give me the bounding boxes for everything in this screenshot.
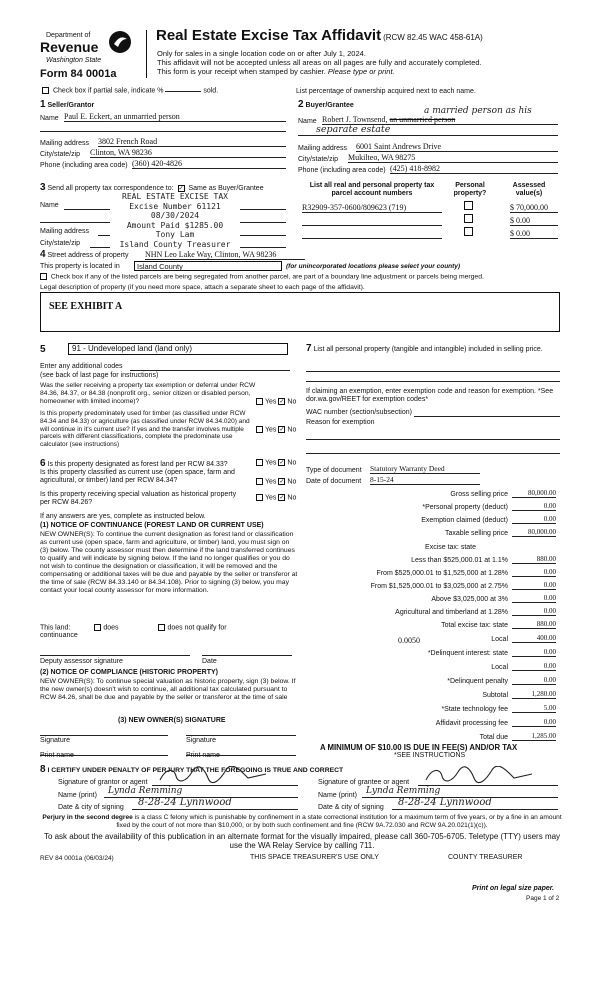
exemption-yesno: [254, 398, 296, 407]
reason-field[interactable]: [306, 432, 560, 440]
does-checkbox[interactable]: [94, 624, 101, 631]
page-title: [156, 27, 483, 45]
note3-italic: Please type or print.: [327, 67, 395, 76]
owner-print-label-2: Print name: [186, 752, 220, 759]
tax-value[interactable]: 0.00: [512, 648, 556, 657]
treasurer-stamp: [110, 192, 240, 250]
personal-property-heading: [306, 343, 562, 355]
seller-mailing-label: Mailing address: [40, 140, 90, 147]
tax-label: From $1,525,000.01 to $3,025,000 at 2.75%: [370, 583, 508, 590]
tax-value[interactable]: 880.00: [512, 620, 556, 629]
personal-property-text: List all personal property (tangible and intangible) included in selling price.: [313, 346, 543, 353]
section-5-num: 5: [40, 344, 46, 355]
seller-name[interactable]: Paul E. Eckert, an unmarried person: [64, 112, 286, 122]
grantee-date-label: Date & city of signing: [318, 804, 384, 811]
tax-label: Subtotal: [482, 692, 508, 699]
exemption-question: Was the seller receiving a property tax exemption or deferral under RCW 84.36, 84.37, or 84.38 (nonprofit org., senior citizen or disabled person, homeowner with limited income)?: [40, 382, 256, 406]
grantee-date-city[interactable]: 8-28-24 Lynnwood: [392, 797, 558, 810]
grantor-signature-scribble: [156, 766, 276, 784]
rev-number: REV 84 0001a (06/03/24): [40, 855, 114, 862]
minimum-notice: A MINIMUM OF $10.00 IS DUE IN FEE(S) AND/OR TAX: [320, 743, 518, 752]
land-use-select[interactable]: 91 - Undeveloped land (land only): [68, 343, 288, 355]
deputy-date-label: Date: [202, 658, 217, 665]
correspondence-label: Send all property tax correspondence to:: [47, 185, 174, 192]
additional-codes-label: Enter any additional codes: [40, 363, 123, 370]
no-checkbox[interactable]: [278, 398, 285, 405]
seller-phone-label: Phone (including area code): [40, 162, 128, 169]
continuance-heading: (1) NOTICE OF CONTINUANCE (FOREST LAND OR CURRENT USE): [40, 522, 264, 529]
buyer-heading: [298, 99, 354, 111]
section-7-num: 7: [306, 343, 312, 354]
title-text: Real Estate Excise Tax Affidavit: [156, 27, 382, 44]
yes-checkbox[interactable]: [256, 426, 263, 433]
tax-label: Exemption claimed (deduct): [421, 517, 508, 524]
tax-value[interactable]: 0.00: [512, 502, 556, 511]
wac-label: WAC number (section/subsection): [306, 409, 412, 416]
forest-yesno: [254, 459, 296, 468]
historic-question: Is this property receiving special valuation as historical property per RCW 84.26?: [40, 491, 237, 507]
perjury-bold: Perjury in the second degree: [42, 814, 133, 821]
compliance-heading: (2) NOTICE OF COMPLIANCE (HISTORIC PROPERTY): [40, 669, 218, 676]
stamp-line: Tony Lam: [155, 230, 195, 240]
new-owner-heading: (3) NEW OWNER(S) SIGNATURE: [118, 717, 226, 724]
forest-text: Is this property designated as forest land per RCW 84.33?: [47, 461, 228, 468]
yes-checkbox[interactable]: [256, 494, 263, 501]
grantee-name[interactable]: Lynda Remming: [362, 786, 558, 798]
buyer-mailing-label: Mailing address: [298, 145, 348, 152]
grantor-signature[interactable]: [152, 772, 298, 786]
county-select[interactable]: Island County: [134, 261, 282, 271]
does-not-label: does not qualify for: [167, 624, 227, 632]
tax-label: Less than $525,000.01 at 1.1%: [411, 557, 508, 564]
tax-value[interactable]: 0.00: [512, 515, 556, 524]
does-label: does: [103, 624, 119, 632]
historic-yesno: [254, 494, 296, 503]
see-back-label: (see back of last page for instructions): [40, 372, 159, 379]
buyer-name-label: Name: [298, 118, 317, 125]
assessed-value[interactable]: $ 0.00: [510, 216, 558, 226]
owner-signature-label: Signature: [40, 737, 70, 744]
dept-line1: Department of: [46, 32, 91, 39]
tax-label: Gross selling price: [450, 491, 508, 498]
dor-emblem-icon: [108, 30, 132, 54]
additional-codes-field[interactable]: [130, 363, 290, 371]
perjury-text: is a class C felony which is punishable by confinement in a state correctional institution for a maximum term of five years, or by a fine in an amount fixed by the court of not more than $10,000, or by both such confinement and fine (RCW 9A.72.030 and RCW 9A.20.021(1)(c)).: [116, 814, 562, 829]
parcel-col-header: List all real and personal property tax parcel account numbers: [309, 182, 435, 198]
current-use-question: Is this property classified as current use (open space, farm and agricultural, or timber) land per RCW 84.34?: [40, 469, 235, 485]
section-1-num: 1: [40, 99, 46, 110]
buyer-mailing[interactable]: 6001 Saint Andrews Drive: [356, 142, 558, 152]
buyer-phone[interactable]: (425) 418-8982: [390, 164, 558, 174]
deputy-date-field[interactable]: [202, 648, 292, 656]
owner-signature-field-2[interactable]: [186, 728, 296, 736]
yes-checkbox[interactable]: [256, 478, 263, 485]
no-checkbox[interactable]: [278, 494, 285, 501]
tax-label: *State technology fee: [441, 706, 508, 713]
seller-mailing[interactable]: 3802 French Road: [98, 137, 286, 147]
owner-signature-label-2: Signature: [186, 737, 216, 744]
page-number: Page 1 of 2: [526, 895, 560, 902]
segregated-row: [40, 273, 560, 281]
legal-label: Legal description of property (if you need more space, attach a separate sheet to each page of the affidavit).: [40, 284, 365, 291]
tax-value[interactable]: 0.00: [512, 607, 556, 616]
legal-paper-note: Print on legal size paper.: [472, 885, 555, 892]
deputy-signature-label: Deputy assessor signature: [40, 658, 123, 665]
section-3-num: 3: [40, 182, 46, 193]
tax-value[interactable]: 880.00: [512, 555, 556, 564]
no-checkbox[interactable]: [278, 426, 285, 433]
if-yes-note: If any answers are yes, complete as instructed below.: [40, 513, 206, 520]
yes-label: Yes: [265, 478, 277, 486]
buyer-name: Robert J. Townsend,: [322, 115, 388, 124]
no-checkbox[interactable]: [278, 459, 285, 466]
tax-label: *Delinquent penalty: [447, 678, 508, 685]
buyer-city[interactable]: Mukilteo, WA 98275: [348, 153, 558, 163]
county-note: (for unincorporated locations please select your county): [286, 263, 461, 270]
stamp-line: 08/30/2024: [150, 211, 200, 221]
grantor-name-label: Name (print): [58, 792, 97, 799]
stamp-line: Amount Paid $1285.00: [126, 220, 224, 230]
yes-label: Yes: [265, 494, 277, 502]
tax-label: Agricultural and timberland at 1.28%: [395, 609, 508, 616]
seller-heading: [40, 99, 94, 111]
tax-label: Local: [491, 636, 508, 643]
does-not-checkbox[interactable]: [158, 624, 165, 631]
parcel-number[interactable]: R32909-357-0600/809623 (719): [302, 203, 442, 213]
yes-label: Yes: [265, 459, 277, 467]
buyer-heading-text: Buyer/Grantee: [305, 102, 354, 109]
exemption-claim-label: If claiming an exemption, enter exemption code and reason for exemption. *See dor.wa.gov/REET for exemption codes*: [306, 388, 554, 404]
assessed-value[interactable]: $ 70,000.00: [510, 203, 558, 213]
stamp-line: Excise Number 61121: [129, 201, 221, 211]
treasurer-use-label: THIS SPACE TREASURER'S USE ONLY: [250, 854, 379, 861]
personal-property-line-2[interactable]: [306, 374, 560, 382]
no-label: No: [287, 398, 297, 406]
grantee-signature[interactable]: [418, 772, 558, 786]
no-label: No: [287, 459, 297, 467]
tax-label: Above $3,025,000 at 3%: [431, 596, 508, 603]
seller-name-label: Name: [40, 115, 59, 122]
no-label: No: [287, 426, 297, 434]
tax-value[interactable]: 0.00: [512, 718, 556, 727]
seller-city[interactable]: Clinton, WA 98236: [90, 148, 286, 158]
buyer-struck-text: an unmarried person: [389, 115, 456, 124]
grantee-signature-scribble: [422, 766, 542, 784]
dept-line3: Washington State: [46, 57, 102, 64]
section-6-num: 6: [40, 458, 46, 469]
continuance-label: continuance: [40, 632, 78, 639]
note3-text: This form is your receipt when stamped by cashier.: [157, 67, 326, 76]
tax-value[interactable]: 0.00: [512, 581, 556, 590]
legal-description[interactable]: SEE EXHIBIT A: [40, 292, 560, 332]
tax-value[interactable]: 0.00: [512, 568, 556, 577]
continuance-text: NEW OWNER(S): To continue the current designation as forest land or classification as current use (open space, farm and agriculture, or timber) land, you must sign on (3) below. The county assessor must then determine if the land transferred continues to qualify and will indicate by signing below. If the land no longer qualifies or you do not wish to continue the designation or classification, it will be removed and the compensating or additional taxes will be due and payable by the seller or transferor at the time of sale (RCW 84.33.140 or 84.34.108). Prior to signing (3) below, you may contact your local county assessor for more information.: [40, 531, 298, 595]
doc-type-field[interactable]: Statutory Warranty Deed: [370, 464, 480, 474]
reason-field-2[interactable]: [306, 446, 560, 454]
tax-value[interactable]: 0.00: [512, 594, 556, 603]
perjury-notice: [40, 814, 564, 829]
grantor-sig-label: Signature of grantor or agent: [58, 779, 148, 786]
partial-sold-label: sold.: [203, 87, 219, 95]
excise-state-label: Excise tax: state: [425, 544, 476, 551]
located-label: This property is located in: [40, 263, 120, 270]
certify-text: I CERTIFY UNDER PENALTY OF PERJURY THAT THE FOREGOING IS TRUE AND CORRECT: [47, 767, 344, 774]
tax-value[interactable]: 400.00: [512, 634, 556, 643]
owner-print-label: Print name: [40, 752, 74, 759]
street-label: Street address of property: [47, 252, 129, 259]
grantee-name-label: Name (print): [318, 792, 357, 799]
tax-label: Total due: [479, 734, 508, 741]
seller-phone[interactable]: (360) 420-4826: [132, 159, 286, 169]
corr-city-label: City/state/zip: [40, 240, 81, 247]
see-instructions: *SEE INSTRUCTIONS: [394, 752, 466, 759]
partial-label: Check box if partial sale, indicate %: [52, 87, 164, 95]
timber-question: Is this property predominately used for timber (as classified under RCW 84.34 and 84.33) or agriculture (as classified under RCW 84.34.020) and will continue in it's current use? If yes and the transfer involves multiple parcels with different classifications, complete the predominate use calculator (see instructions): [40, 410, 250, 449]
section-4-num: 4: [40, 249, 46, 260]
segregated-label: Check box if any of the listed parcels are being segregated from another parcel, are part of a boundary line adjustment or parcels being merged.: [50, 273, 484, 281]
section-8-num: 8: [40, 764, 46, 775]
partial-checkbox[interactable]: [42, 87, 49, 94]
tax-label: *Personal property (deduct): [422, 504, 508, 511]
section-2-num: 2: [298, 99, 304, 110]
stamp-line: Island County Treasurer: [119, 239, 231, 249]
reason-label: Reason for exemption: [306, 419, 375, 426]
seller-name-line2[interactable]: [40, 124, 286, 132]
doc-date-field[interactable]: 8-15-24: [370, 475, 480, 485]
assessed-value[interactable]: $ 0.00: [510, 229, 558, 239]
tax-value[interactable]: 80,000.00: [512, 528, 556, 537]
personal-property-line[interactable]: [306, 364, 560, 372]
partial-pct-field[interactable]: [165, 91, 201, 92]
wac-field[interactable]: [414, 409, 560, 417]
same-as-buyer-checkbox[interactable]: [178, 185, 185, 192]
corr-mailing-label: Mailing address: [40, 228, 90, 235]
tax-value[interactable]: 0.00: [512, 676, 556, 685]
tax-label: Taxable selling price: [444, 530, 508, 537]
assessed-col-header: Assessed value(s): [512, 182, 546, 198]
compliance-text: NEW OWNER(S): To continue special valuation as historic property, sign (3) below. If the new owner(s) doesn't wish to continue, all additional tax calculated pursuant to RCW 84.26, shall be due and payable by the seller or transferor at the time of sale: [40, 678, 296, 702]
ownership-note: List percentage of ownership acquired next to each name.: [296, 88, 476, 95]
yes-label: Yes: [265, 426, 277, 434]
no-label: No: [287, 494, 297, 502]
header-note2: This affidavit will not be accepted unless all areas on all pages are fully and accurately completed.: [157, 58, 482, 67]
yes-checkbox[interactable]: [256, 459, 263, 466]
no-label: No: [287, 478, 297, 486]
seller-heading-text: Seller/Grantor: [47, 102, 95, 109]
tax-value[interactable]: 1,280.00: [512, 690, 556, 699]
timber-yesno: [254, 426, 296, 435]
tax-value[interactable]: 80,000.00: [512, 489, 556, 498]
buyer-city-label: City/state/zip: [298, 156, 339, 163]
deputy-signature-field[interactable]: [40, 648, 190, 656]
form-number: Form 84 0001a: [40, 68, 117, 80]
tax-label: *Delinquent interest: state: [427, 650, 508, 657]
buyer-phone-label: Phone (including area code): [298, 167, 386, 174]
seller-city-label: City/state/zip: [40, 151, 81, 158]
accessibility-note: To ask about the availability of this publication in an alternate format for the visually impaired, please call 360-705-6705. Teletype (TTY) users may use the WA Relay Service by calling 711.: [43, 832, 561, 851]
owner-signature-field[interactable]: [40, 728, 168, 736]
partial-sale: [40, 87, 218, 96]
personal-property-checkbox[interactable]: [464, 201, 473, 210]
parcel-number[interactable]: [302, 216, 442, 226]
no-checkbox[interactable]: [278, 478, 285, 485]
dept-line2: Revenue: [40, 39, 99, 55]
header-divider: [146, 30, 147, 78]
tax-value[interactable]: 1,285.00: [512, 732, 556, 741]
same-as-label: Same as Buyer/Grantee: [188, 185, 264, 192]
local-rate: 0.0050: [398, 636, 420, 645]
current-use-yesno: [254, 478, 296, 487]
parcel-number[interactable]: [302, 229, 442, 239]
stamp-line: REAL ESTATE EXCISE TAX: [122, 192, 228, 201]
personal-property-checkbox[interactable]: [464, 227, 473, 236]
personal-property-checkbox[interactable]: [464, 214, 473, 223]
header-note1: Only for sales in a single location code on or after July 1, 2024.: [157, 49, 366, 58]
grantor-date-city[interactable]: 8-28-24 Lynnwood: [132, 797, 298, 810]
doc-type-label: Type of document: [306, 467, 362, 474]
tax-label: From $525,000.01 to $1,525,000 at 1.28%: [376, 570, 508, 577]
buyer-handwritten-2[interactable]: separate estate: [298, 124, 558, 136]
this-land-row: [40, 624, 300, 633]
buyer-handwritten-1: a married person as his: [424, 106, 532, 116]
street-address[interactable]: NHN Leo Lake Way, Clinton, WA 98236: [145, 250, 305, 260]
header-note3: [157, 67, 395, 76]
county-treasurer-label: COUNTY TREASURER: [448, 854, 523, 861]
tax-label: Affidavit processing fee: [435, 720, 508, 727]
street-address-row: [40, 249, 128, 261]
yes-checkbox[interactable]: [256, 398, 263, 405]
grantor-date-label: Date & city of signing: [58, 804, 124, 811]
tax-label: Local: [491, 664, 508, 671]
tax-label: Total excise tax: state: [441, 622, 508, 629]
yes-label: Yes: [265, 398, 277, 406]
segregated-checkbox[interactable]: [40, 273, 47, 280]
corr-name-label: Name: [40, 202, 59, 209]
grantee-sig-label: Signature of grantee or agent: [318, 779, 410, 786]
this-land-label: This land:: [40, 624, 71, 632]
title-rcw: (RCW 82.45 WAC 458-61A): [383, 33, 483, 42]
tax-value[interactable]: 5.00: [512, 704, 556, 713]
personal-col-header: Personal property?: [453, 182, 487, 198]
doc-date-label: Date of document: [306, 478, 362, 485]
tax-value[interactable]: 0.00: [512, 662, 556, 671]
grantor-name[interactable]: Lynda Remming: [104, 786, 298, 798]
